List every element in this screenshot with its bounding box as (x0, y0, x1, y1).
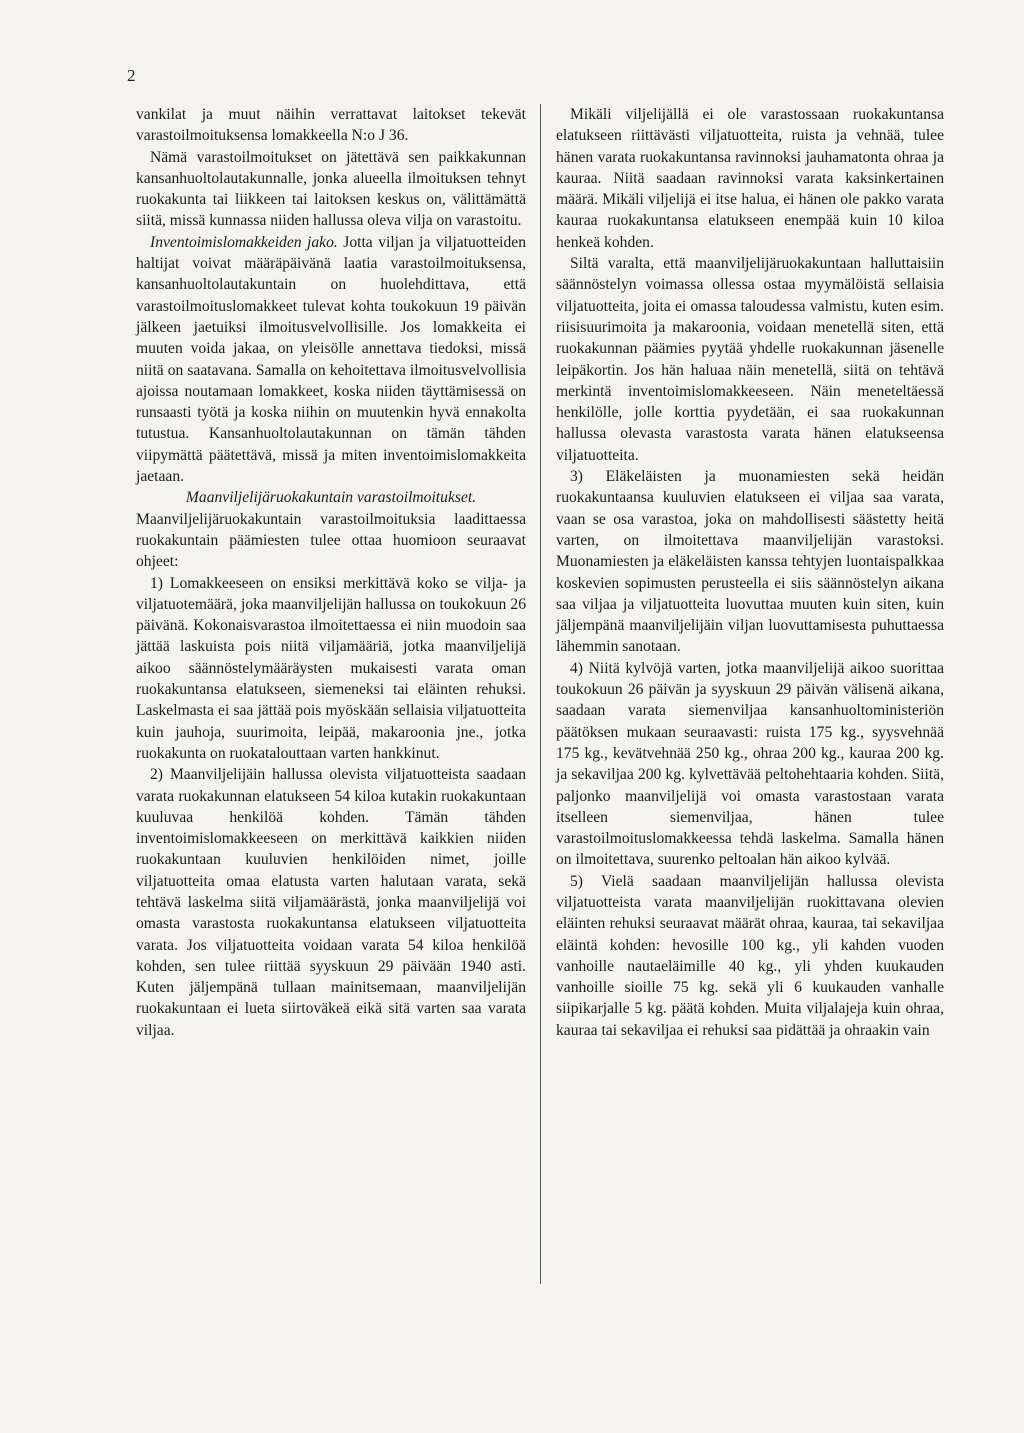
paragraph: 3) Eläkeläisten ja muonamiesten sekä heidän ruokakuntaansa kuuluvien elatukseen ei viljaa saa varata, vaan se osa varastoa, joka on mahdollisesti säästetty heitä varten, on ilmoitettava maanviljelijän varastoksi. Muonamiesten ja eläkeläisten kanssa tehtyjen luontaispalkkaa koskevien sopimusten perusteella ei siis säännöstelyn aikana saa viljaa ja viljatuotteita luovuttaa muuten kuin siten, kuin jäljempänä maanviljelijäin viljan luovuttamisesta puhuttaessa lähemmin sanotaan. (556, 468, 944, 656)
paragraph: Siltä varalta, että maanviljelijäruokakuntaan halluttaisiin säännöstelyn voimassa ollessa ostaa myymälöistä sellaisia viljatuotteita, joita ei omassa taloudessa valmistu, kuten esim. riisisuurimoita ja makaroonia, voidaan menetellä siten, että ruokakunnan päämies pyytää yhdelle ruokakunnan jäsenelle leipäkortin. Jos hän haluaa näin menetellä, siitä on tehtävä merkintä inventoimislomakkeeseen. Näin meneteltäessä henkilölle, jolle korttia pyydetään, ei saa ruokakunnan hallussa olevasta varastosta varata hänen elatukseensa viljatuotteita. (556, 255, 944, 464)
paragraph: 4) Niitä kylvöjä varten, jotka maanviljelijä aikoo suorittaa toukokuun 26 päivän ja syyskuun 29 päivän välisenä aikana, saadaan varata siemenviljaa kansanhuoltoministeriön päätöksen mukaan seuraavasti: ruista 175 kg., syysvehnää 175 kg., kevätvehnää 250 kg., ohraa 200 kg., kauraa 200 kg. ja sekaviljaa 200 kg. kylvettävää peltohehtaaria kohden. Siitä, paljonko maanviljelijä voi omasta varastostaan varata itselleen siemenviljaa, hänen tulee varastoilmoituslomakkeessa tehdä laskelma. Samalla hänen on ilmoitettava, suurenko peltoalan hän aikoo kylvää. (556, 659, 944, 869)
paragraph-text: Jotta viljan ja viljatuotteiden haltijat voivat määräpäivänä laatia varastoilmoituksensa, kansanhuoltolautakuntain on huolehdittava, että varastoilmoituslomakkeet tulevat kohta toukokuun 19 päivän jälkeen jaetuiksi ilmoitusvelvollisille. Jos lomakkeita ei muuten voida jakaa, on yleisölle annettava tiedoksi, missä niitä on saatavana. Samalla on kehoitettava ilmoitusvelvollisia ajoissa noutamaan lomakkeet, koska niiden täyttämisessä on runsaasti työtä ja koska niihin on muutenkin hyvä ennakolta tutustua. Kansanhuoltolautakunnan on tämän tähden viipymättä päätettävä, missä ja miten inventoimislomakkeita jaetaan. (136, 233, 526, 486)
paragraph: 2) Maanviljelijäin hallussa olevista viljatuotteista saadaan varata ruokakunnan elatukseen 54 kiloa kutakin ruokakuntaan kuuluvaa henkilöä kohden. Tämän tähden inventoimislomakkeeseen on merkittävä kaikkien niiden ruokakuntaan kuuluvien henkilöiden nimet, joille viljatuotteita omaa elatusta varten halutaan varata, sekä tehtävä laskelma siitä viljamäärästä, jonka maanviljelijä voi omasta varastosta ruokakuntansa elatukseen viljatuotteita varata. Jos viljatuotteita voidaan varata 54 kiloa henkilöä kohden, sen tulee riittää syyskuun 29 päivään 1940 asti. Kuten jäljempänä tullaan mainitsemaan, maanviljelijän ruokakuntaan ei lueta siirtoväkeä eikä sitä varten saa varata viljaa. (136, 766, 526, 1039)
section-heading: Inventoimislomakkeiden jako. (150, 233, 338, 251)
paragraph: 5) Vielä saadaan maanviljelijän hallussa olevista viljatuotteista varata maanviljelijän ruokittavana olevien eläinten rehuksi seuraavat määrät ohraa, kauraa, tai sekaviljaa eläintä kohden: hevosille 100 kg., yli kahden vuoden vanhoille nautaeläimille 40 kg., yli yhden kuukauden vanhoille sioille 75 kg. sekä yli 6 kuukauden vanhalle siipikarjalle 5 kg. päätä kohden. Muita viljalajeja kuin ohraa, kauraa tai sekaviljaa ei rehuksi saa pidättää ja ohraakin vain (556, 872, 944, 1039)
column-divider (540, 104, 541, 1284)
paragraph: Nämä varastoilmoitukset on jätettävä sen paikkakunnan kansanhuoltolautakunnalle, jonka alueella ilmoituksen tehnyt ruokakunta tai liikkeen tai laitoksen keskus on, välittämättä siitä, missä kunnassa niiden hallussa oleva vilja on varastoitu. (136, 148, 526, 230)
paragraph: vankilat ja muut näihin verrattavat laitokset tekevät varastoilmoituksensa lomakkeella N:o J 36. (136, 106, 526, 145)
paragraph: Maanviljelijäruokakuntain varastoilmoituksia laadittaessa ruokakuntain päämiesten tulee ottaa huomioon seuraavat ohjeet: (136, 510, 526, 571)
paragraph: Mikäli viljelijällä ei ole varastossaan ruokakuntansa elatukseen riittävästi viljatuotteita, ruista ja vehnää, tulee hänen varata ruokakuntansa ravinnoksi jauhamatonta ohraa ja kauraa. Niitä saadaan ravinnoksi varata kaksinkertainen määrä. Mikäli viljelijä ei itse halua, ei hänen ole pakko varata kauraa ruokakuntansa elatukseen enempää kuin 10 kiloa henkeä kohden. (556, 106, 944, 251)
right-column (556, 104, 944, 1041)
section-heading: Maanviljelijäruokakuntain varastoilmoitukset. (185, 489, 477, 507)
paragraph: 1) Lomakkeeseen on ensiksi merkittävä koko se vilja- ja viljatuotemäärä, joka maanviljelijän hallussa on toukokuun 26 päivänä. Kokonaisvarastoa ilmoitettaessa ei niin muodoin saa jättää laskuista pois niitä viljamääriä, jotka maanviljelijä aikoo säännöstelymääräysten mukaisesti varata oman ruokakuntansa elatukseen, siemeneksi tai eläinten rehuksi. Laskelmasta ei saa jättää pois myöskään sellaisia viljatuotteita kuin jauhoja, suurimoita, leipää, makaroonia jne., jotka ruokakunta on ruokatalouttaan varten hankkinut. (136, 574, 526, 762)
paragraph (136, 232, 526, 488)
page-number: 2 (127, 66, 136, 85)
left-column (136, 104, 526, 1041)
